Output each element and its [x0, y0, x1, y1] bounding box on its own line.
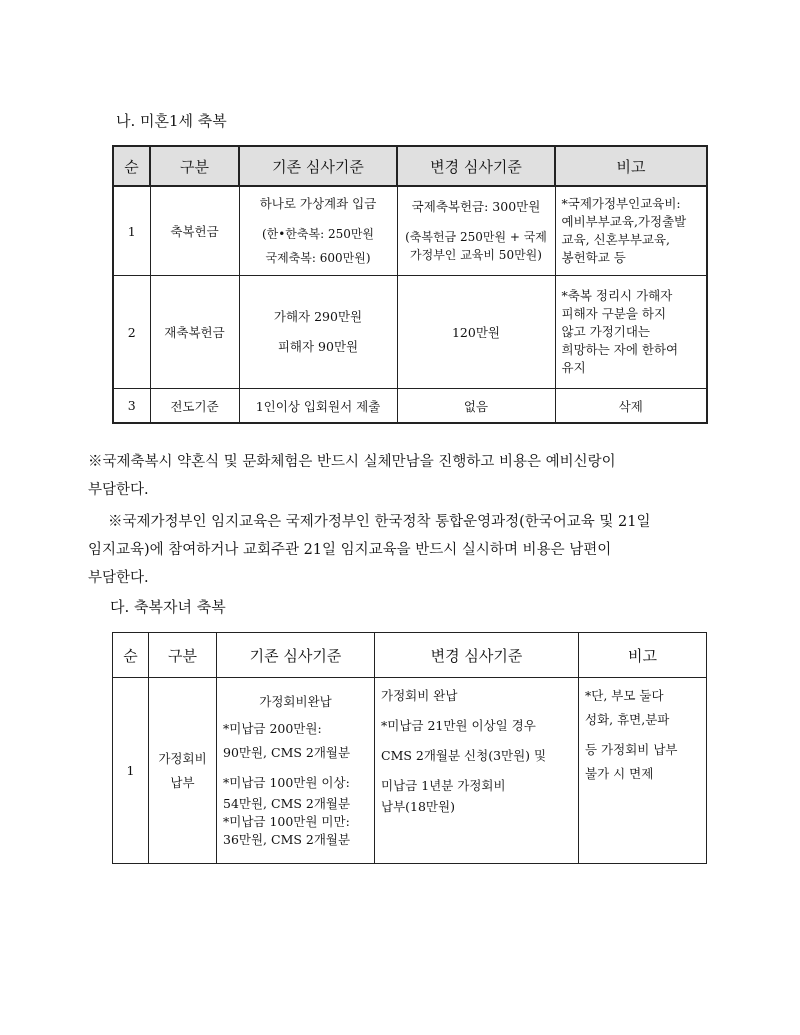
section-heading-blessed-children: 다. 축복자녀 축복: [110, 598, 226, 616]
table-header-row: [113, 146, 707, 186]
row-existing: [239, 186, 397, 276]
note-line: 부담한다.: [88, 570, 149, 586]
cell-line: 유지: [561, 360, 586, 375]
cell-line: 피해자 90만원: [277, 339, 359, 354]
header-no: 순: [113, 633, 149, 678]
row-category: 전도기준: [150, 389, 239, 424]
cell-line: 36만원, CMS 2개월분: [223, 831, 351, 847]
row-remarks: [555, 186, 707, 276]
note-line: ※국제축복시 약혼식 및 문화체험은 반드시 실체만남을 진행하고 비용은 예비신랑이: [88, 454, 616, 470]
header-no: 순: [113, 146, 150, 186]
cell-line: *미납금 200만원:: [223, 720, 322, 736]
table-row: [113, 276, 707, 389]
cell-line: 납부(18만원): [381, 799, 455, 814]
cell-line: 90만원, CMS 2개월분: [223, 744, 351, 760]
cell-line: 성화, 휴면,분파: [585, 712, 670, 727]
row-no: 1: [113, 186, 150, 276]
blessed-children-table: [112, 632, 707, 864]
row-existing: [217, 678, 375, 864]
cell-line: (한•한축복: 250만원: [261, 227, 375, 241]
cell-line: 국제축복: 600만원): [265, 251, 371, 265]
cell-line: 봉헌학교 등: [561, 250, 626, 265]
table-row: [113, 389, 707, 424]
header-remarks: 비고: [579, 633, 707, 678]
cell-line: *국제가정부인교육비:: [561, 196, 681, 211]
row-no: 1: [113, 678, 149, 864]
row-changed: [397, 186, 555, 276]
cell-line: 등 가정회비 납부: [585, 742, 678, 757]
row-no: 3: [113, 389, 150, 424]
cell-line: 피해자 구분을 하지: [561, 306, 667, 321]
cell-line: 가정회비: [158, 750, 207, 766]
cell-line: 않고 가정기대는: [561, 324, 650, 339]
cell-line: (축복헌금 250만원 + 국제: [405, 230, 547, 244]
header-changed-criteria: 변경 심사기준: [397, 146, 555, 186]
row-changed: 없음: [397, 389, 555, 424]
row-existing: 1인이상 입회원서 제출: [239, 389, 397, 424]
note-wife-education: [88, 508, 738, 592]
header-existing-criteria: 기존 심사기준: [239, 146, 397, 186]
note-line: 임지교육)에 참여하거나 교회주관 21일 임지교육을 반드시 실시하며 비용은 남편이: [88, 542, 612, 558]
row-remarks: [579, 678, 707, 864]
section-heading-unmarried: 나. 미혼1세 축복: [116, 112, 227, 130]
header-remarks: 비고: [555, 146, 707, 186]
table-row: [113, 678, 707, 864]
cell-line: *미납금 100만원 이상:: [223, 774, 350, 790]
note-line: 부담한다.: [88, 482, 149, 498]
cell-line: *축복 정리시 가해자: [561, 288, 673, 303]
cell-line: 하나로 가상계좌 입금: [259, 196, 377, 211]
cell-line: 국제축복헌금: 300만원: [411, 199, 541, 214]
cell-line: 가정회비완납: [259, 693, 332, 709]
cell-line: 불가 시 면제: [585, 766, 654, 781]
row-remarks: [555, 276, 707, 389]
row-remarks: 삭제: [555, 389, 707, 424]
cell-line: *미납금 100만원 미만:: [223, 813, 350, 829]
row-existing: [239, 276, 397, 389]
row-changed: 120만원: [397, 276, 555, 389]
header-category: 구분: [149, 633, 217, 678]
header-existing-criteria: 기존 심사기준: [217, 633, 375, 678]
row-category: [149, 678, 217, 864]
cell-line: *단, 부모 둘다: [585, 688, 664, 703]
cell-line: 예비부부교육,가정출발: [561, 214, 687, 229]
row-changed: [375, 678, 579, 864]
cell-line: 가정부인 교육비 50만원): [410, 248, 542, 262]
header-category: 구분: [150, 146, 239, 186]
cell-line: 가정회비 완납: [381, 688, 458, 703]
row-category: 축복헌금: [150, 186, 239, 276]
table-row: [113, 186, 707, 276]
table-header-row: [113, 633, 707, 678]
note-international-blessing: [88, 448, 738, 504]
cell-line: 가해자 290만원: [273, 309, 363, 324]
cell-line: 미납금 1년분 가정회비: [381, 778, 506, 793]
cell-line: CMS 2개월분 신청(3만원) 및: [381, 748, 547, 763]
row-category: 재축복헌금: [150, 276, 239, 389]
cell-line: 납부: [170, 774, 195, 790]
cell-line: 54만원, CMS 2개월분: [223, 795, 351, 811]
cell-line: *미납금 21만원 이상일 경우: [381, 718, 536, 733]
header-changed-criteria: 변경 심사기준: [375, 633, 579, 678]
unmarried-blessing-table: [112, 145, 708, 424]
row-no: 2: [113, 276, 150, 389]
note-line: ※국제가정부인 임지교육은 국제가정부인 한국정착 통합운영과정(한국어교육 및 21일: [108, 514, 651, 530]
cell-line: 교육, 신혼부부교육,: [561, 232, 671, 247]
cell-line: 희망하는 자에 한하여: [561, 342, 679, 357]
